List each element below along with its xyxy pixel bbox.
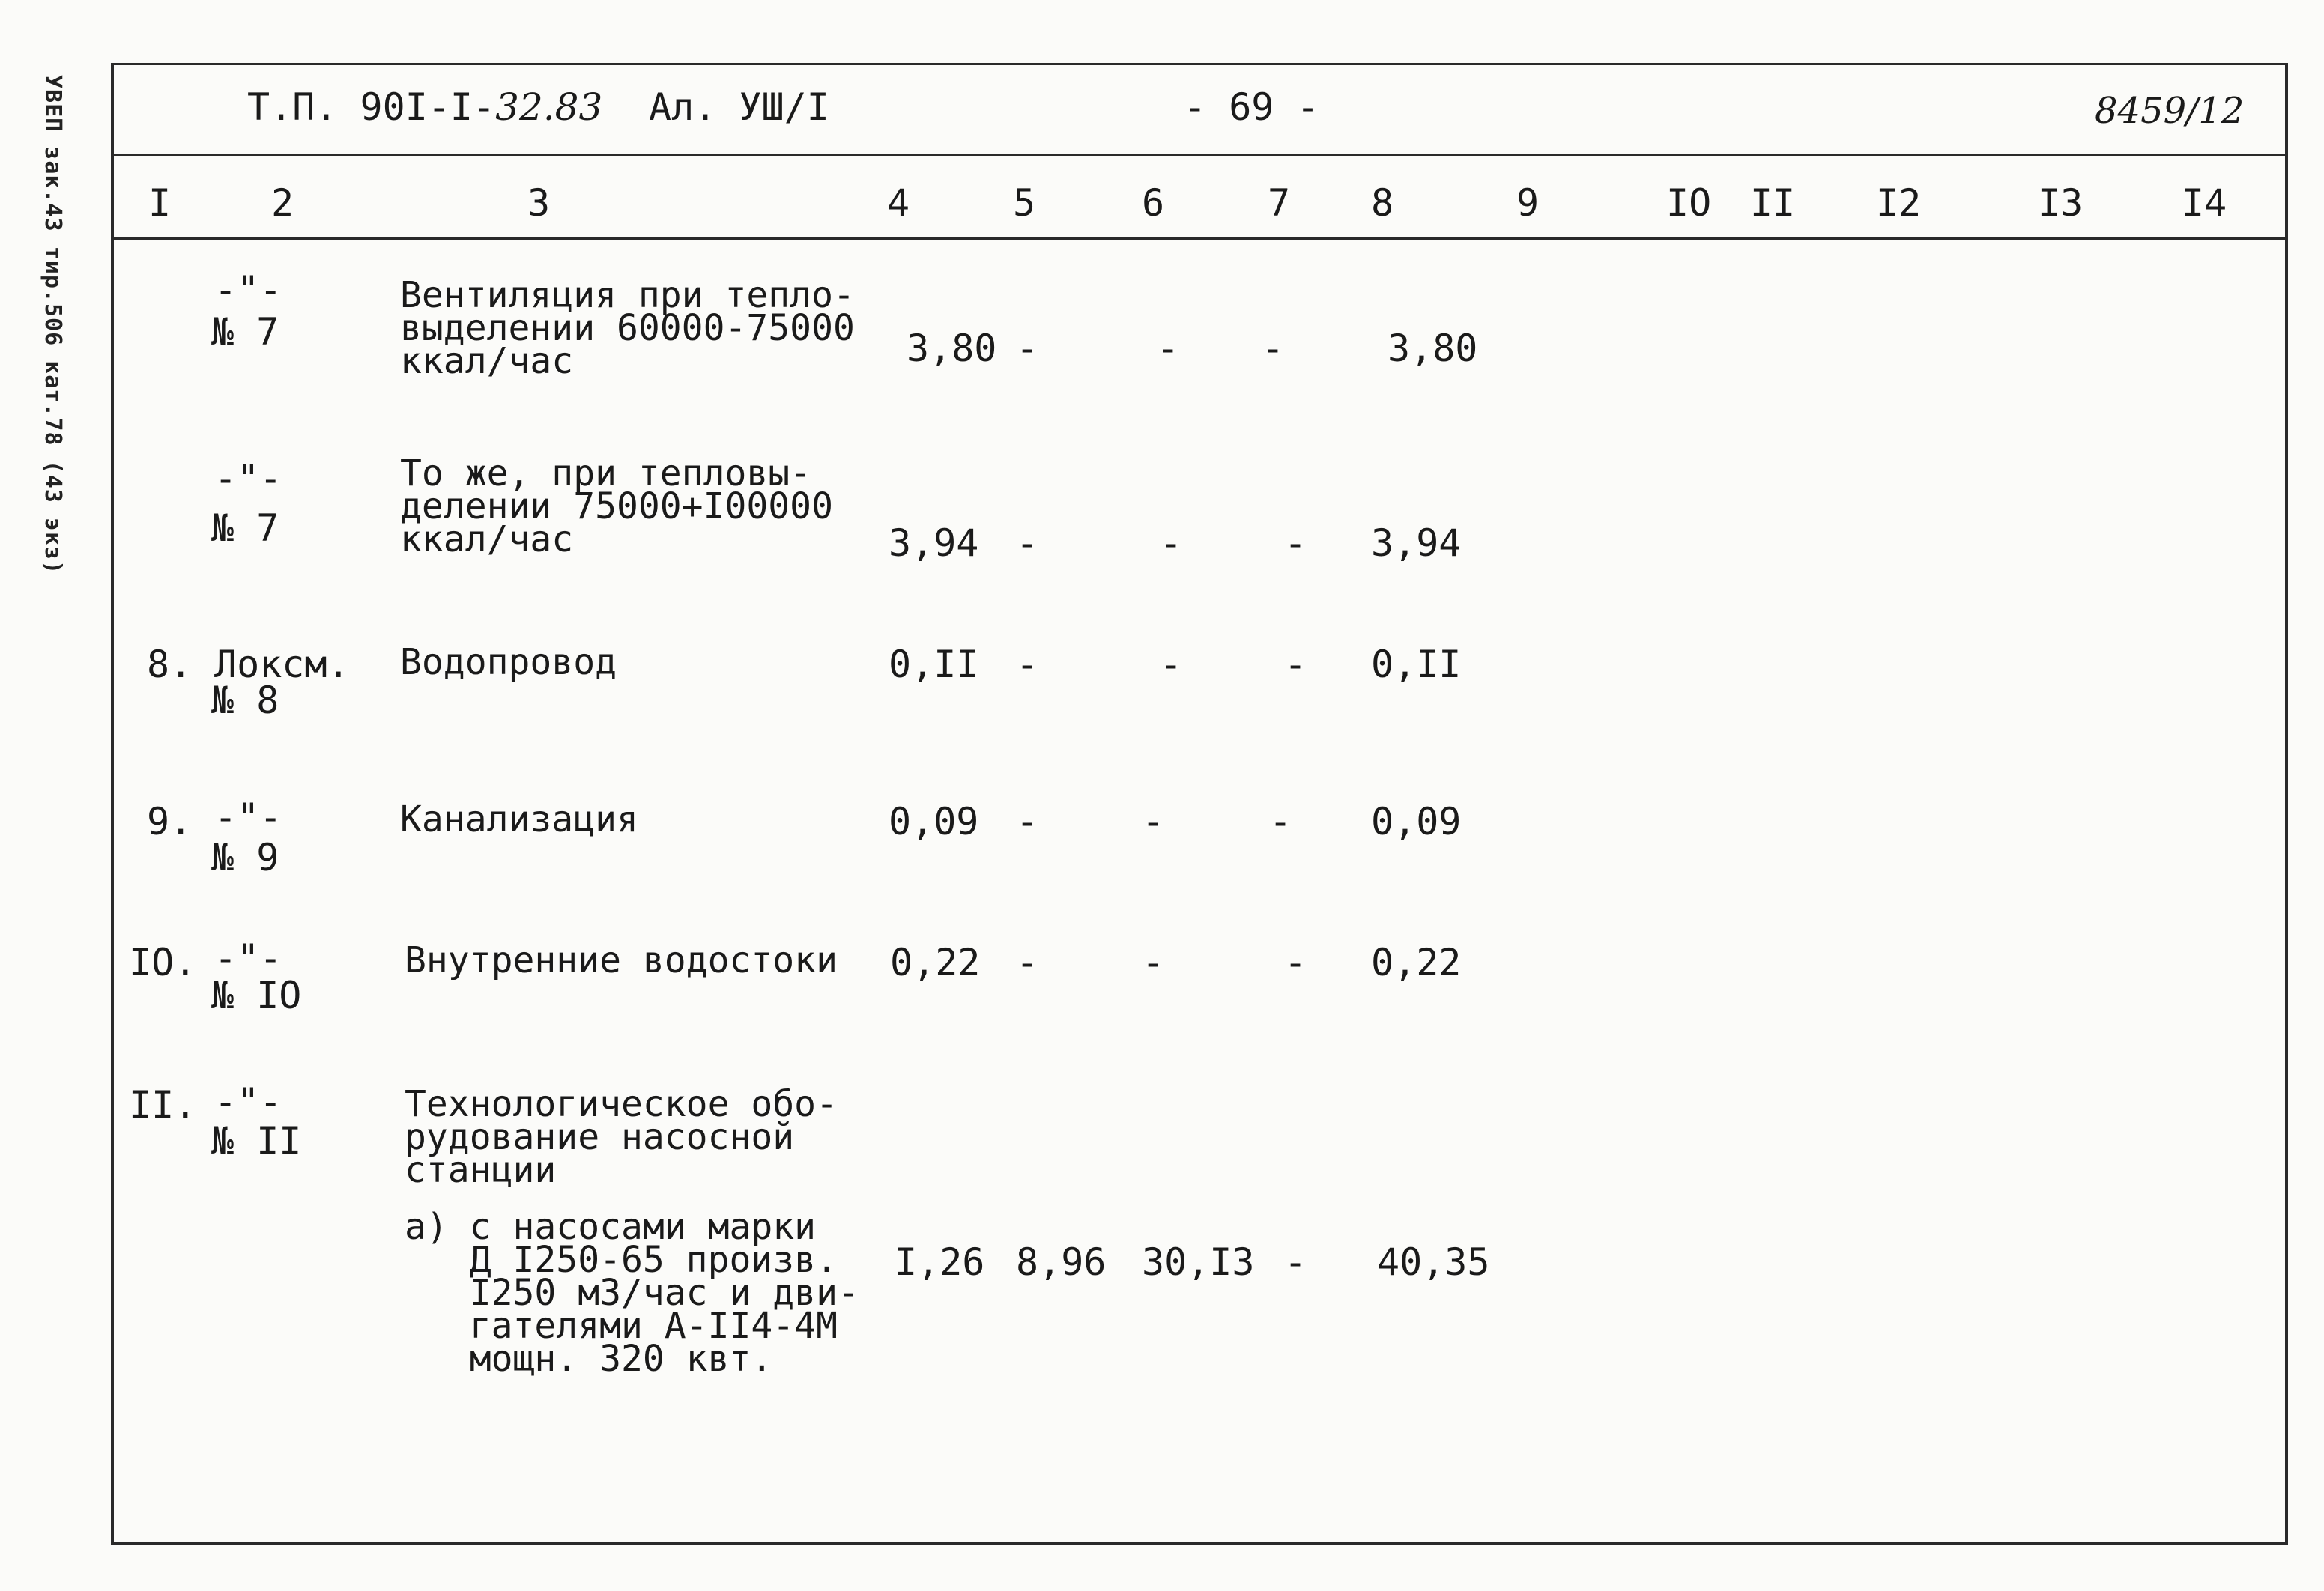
row-3-col6: -	[1160, 643, 1183, 686]
row-1-ref-number: № 7	[211, 310, 279, 354]
row-4-ref-number: № 9	[211, 836, 279, 879]
column-header-11: II	[1750, 181, 1796, 225]
row-4-number: 9.	[147, 800, 193, 843]
row-5-number: IO.	[129, 941, 197, 984]
row-1-ref-ditto: -"-	[214, 268, 282, 312]
column-header-6: 6	[1142, 181, 1165, 225]
row-2-ref-ditto: -"-	[214, 457, 282, 500]
row-2-description: То же, при тепловы- делении 75000+I00000 ккал/час	[400, 452, 833, 560]
page-number: - 69 -	[1184, 85, 1319, 129]
column-header-divider	[114, 237, 2285, 240]
row-2-col8: 3,94	[1371, 521, 1462, 565]
row-2-col4: 3,94	[889, 521, 979, 565]
row-1-col4: 3,80	[907, 327, 997, 370]
row-5-col6: -	[1142, 941, 1165, 984]
row-2-col5: -	[1016, 521, 1039, 565]
row-4-col7: -	[1269, 800, 1292, 843]
column-header-7: 7	[1268, 181, 1291, 225]
row-5-ref-ditto: -"-	[214, 936, 282, 980]
row-4-col8: 0,09	[1371, 800, 1462, 843]
row-1-description: Вентиляция при тепло- выделении 60000-75000 ккал/час	[400, 274, 855, 382]
row-3-col4: 0,II	[889, 643, 979, 686]
row-5-col4: 0,22	[890, 941, 981, 984]
row-6-col8: 40,35	[1377, 1240, 1490, 1284]
row-1-col7: -	[1262, 327, 1285, 370]
row-3-ref-number: № 8	[211, 679, 279, 722]
column-header-9: 9	[1516, 181, 1540, 225]
column-header-4: 4	[887, 181, 910, 225]
row-6-col6: 30,I3	[1142, 1240, 1255, 1284]
column-header-13: I3	[2038, 181, 2084, 225]
header-divider	[114, 154, 2285, 156]
row-3-number: 8.	[147, 643, 193, 686]
row-6-sub-description: а) с насосами марки Д I250-65 произв. I250 м3/час и дви- гателями А-II4-4М мощн. 320 квт.	[405, 1206, 859, 1380]
row-5-ref-number: № IO	[211, 974, 302, 1017]
row-6-description: Технологическое обо- рудование насосной станции	[405, 1083, 838, 1191]
row-4-col5: -	[1016, 800, 1039, 843]
row-6-ref-ditto: -"-	[214, 1080, 282, 1124]
row-2-col7: -	[1284, 521, 1307, 565]
row-3-ref-name: Локсм.	[214, 643, 350, 686]
row-4-col4: 0,09	[889, 800, 979, 843]
row-5-col5: -	[1016, 941, 1039, 984]
column-header-5: 5	[1013, 181, 1036, 225]
column-header-8: 8	[1371, 181, 1394, 225]
row-5-description: Внутренние водостоки	[405, 939, 838, 981]
project-prefix: Т.П. 90I-I-	[247, 85, 496, 129]
project-suffix: 32.83	[495, 85, 603, 129]
column-header-1: I	[148, 181, 172, 225]
row-2-col6: -	[1160, 521, 1183, 565]
row-6-ref-number: № II	[211, 1119, 302, 1163]
row-1-col6: -	[1157, 327, 1180, 370]
row-1-col8: 3,80	[1388, 327, 1478, 370]
margin-note: УВЕП зак.43 тир.506 кат.78 (43 экз)	[40, 75, 66, 575]
row-4-col6: -	[1142, 800, 1165, 843]
row-6-number: II.	[129, 1083, 197, 1127]
row-3-col8: 0,II	[1371, 643, 1462, 686]
row-3-col7: -	[1284, 643, 1307, 686]
row-4-description: Канализация	[400, 798, 638, 840]
row-6-col4: I,26	[895, 1240, 985, 1284]
row-4-ref-ditto: -"-	[214, 796, 282, 839]
row-3-description: Водопровод	[400, 641, 617, 683]
row-6-col5: 8,96	[1016, 1240, 1107, 1284]
row-2-ref-number: № 7	[211, 506, 279, 550]
project-designation	[247, 85, 603, 129]
row-1-col5: -	[1016, 327, 1039, 370]
row-5-col7: -	[1284, 941, 1307, 984]
column-header-12: I2	[1876, 181, 1922, 225]
column-header-14: I4	[2182, 181, 2227, 225]
column-header-3: 3	[527, 181, 551, 225]
document-code: 8459/12	[2095, 90, 2245, 132]
column-header-2: 2	[271, 181, 294, 225]
row-5-col8: 0,22	[1371, 941, 1462, 984]
row-3-col5: -	[1016, 643, 1039, 686]
column-header-10: IO	[1666, 181, 1712, 225]
album-label: Ал. УШ/I	[649, 85, 829, 129]
row-6-col7: -	[1284, 1240, 1307, 1284]
